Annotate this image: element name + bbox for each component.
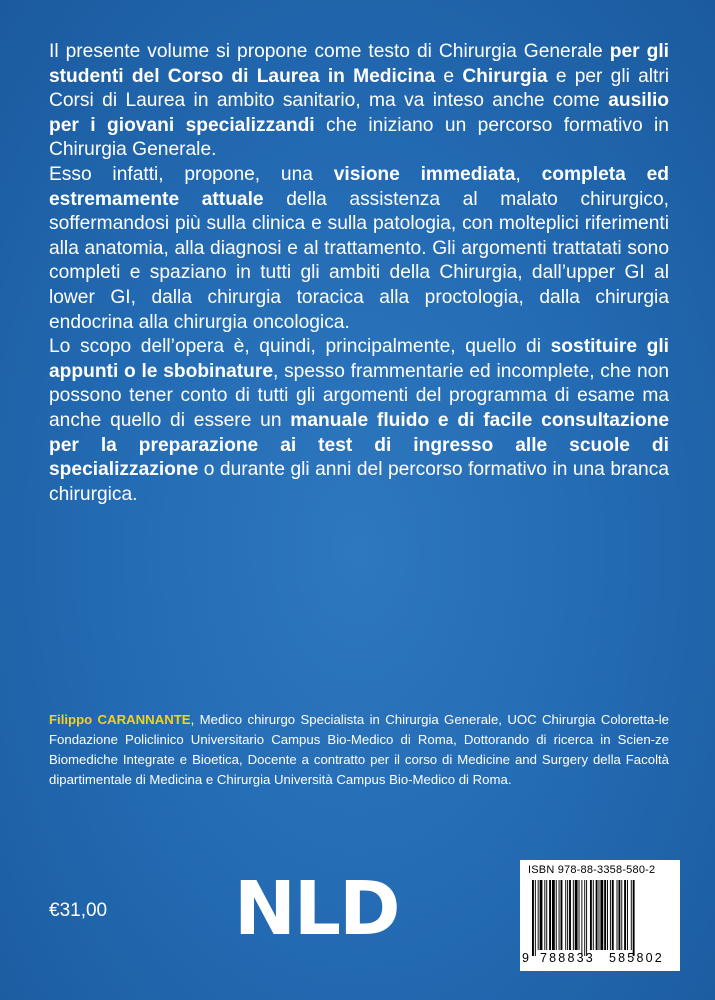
barcode-bar: [556, 880, 557, 950]
barcode-bar: [617, 880, 618, 950]
barcode-bar: [593, 880, 594, 950]
body-text: Lo scopo dell’opera è, quindi, principalmente, quello di: [49, 336, 551, 358]
barcode-bar: [581, 880, 582, 956]
body-text: Esso infatti, propone, una: [49, 163, 334, 185]
barcode-bar: [540, 880, 543, 950]
barcode-bar: [575, 880, 578, 950]
barcode-bar: [618, 880, 620, 950]
barcode-bar: [633, 880, 635, 956]
barcode-bar: [561, 880, 563, 950]
barcode-digits-right: 585802: [609, 951, 664, 965]
barcode-bar: [552, 880, 555, 950]
barcode-bar: [590, 880, 592, 950]
barcode-bar: [549, 880, 551, 950]
description-text: [49, 40, 669, 507]
barcode-bar: [627, 880, 628, 950]
barcode-bar: [596, 880, 598, 950]
barcode-bar: [600, 880, 603, 950]
description-paragraph: [49, 335, 669, 507]
barcode-bar: [569, 880, 571, 950]
body-text: Il presente volume si propone come testo di Chirurgia Generale: [49, 41, 610, 62]
barcode-digit-first: 9: [522, 951, 529, 965]
barcode-digits-left: 788833: [540, 951, 595, 965]
body-text: e per gli altri Corsi di Laurea in ambito sanitario, ma va inteso anche come: [49, 65, 669, 112]
barcode-bar: [544, 880, 545, 950]
body-text: della assistenza al malato chirurgico, soffermandosi più sulla clinica e sulla patologia, con molteplici riferimenti alla anatomia, alla diagnosi e al trattamento. Gli argomenti trattatati sono completi e spaziano in tutti gli ambiti della Chirurgia, dall’upper GI al lower GI, dalla chirurgia toracica alla proctologia, dalla chirurgia endocrina alla chirurgia oncologica.: [49, 188, 669, 333]
emphasis-text: per gli studenti del Corso di Laurea in Medicina: [49, 41, 669, 87]
barcode-bar: [604, 880, 606, 950]
barcode-bar: [559, 880, 560, 950]
body-text: , spesso frammentarie ed incomplete, che non possono tener conto di tutti gli argomenti del programma di esame ma anche quello di essere un: [49, 360, 669, 431]
barcode-bar: [579, 880, 580, 950]
barcode-bar: [631, 880, 632, 950]
barcode-bar: [538, 880, 539, 950]
price-label: €31,00: [49, 900, 108, 921]
barcode-bar: [610, 880, 611, 950]
barcode-bar: [565, 880, 566, 950]
barcode-bar: [607, 880, 608, 950]
body-text: che iniziano un percorso formativo in Chirurgia Generale.: [49, 114, 669, 161]
author-bio: [49, 710, 669, 790]
emphasis-text: visione immediata: [333, 163, 516, 185]
publisher-logo: NLD: [234, 866, 399, 952]
description-paragraph: [49, 163, 669, 335]
emphasis-text: completa ed estremamente attuale: [49, 163, 669, 210]
barcode-bar: [624, 880, 626, 950]
author-bio-text: , Medico chirurgo Specialista in Chirurgia Generale, UOC Chirurgia Coloretta-le Fondazione Policlinico Universitario Campus Bio-Medico di Roma, Dottorando di ricerca in Scien-ze Biomediche Integrate e Bioetica, Docente a contratto per il corso di Medicine and Surgery della Facoltà dipartimentale di Medicina e Chirurgia Università Campus Bio-Medico di Roma.: [49, 712, 669, 787]
barcode-bar: [573, 880, 574, 950]
barcode-bar: [584, 880, 585, 956]
isbn-barcode: [520, 860, 680, 971]
emphasis-text: Chirurgia: [462, 65, 548, 87]
emphasis-text: sostituire gli appunti o le sbobinature: [49, 336, 670, 382]
barcode-bar: [567, 880, 568, 950]
barcode-bars: [530, 880, 670, 956]
body-text: e: [435, 65, 463, 87]
barcode-bar: [532, 880, 534, 956]
barcode-bar: [535, 880, 536, 956]
isbn-label: ISBN 978-88-3358-580-2: [528, 864, 656, 876]
emphasis-text: ausilio per i giovani specializzandi: [49, 90, 669, 136]
author-name: Filippo CARANNANTE: [49, 712, 191, 727]
barcode-bar: [586, 880, 587, 956]
barcode-bar: [546, 880, 547, 950]
barcode-bar: [621, 880, 622, 950]
body-text: o durante gli anni del percorso formativo in una branca chirurgica.: [49, 459, 669, 505]
body-text: ,: [515, 163, 542, 185]
emphasis-text: manuale fluido e di facile consultazione per la preparazione ai test di ingresso alle scuole di specializzazione: [49, 409, 670, 481]
description-paragraph: [49, 40, 669, 163]
barcode-bar: [599, 880, 600, 950]
barcode-bar: [612, 880, 614, 950]
